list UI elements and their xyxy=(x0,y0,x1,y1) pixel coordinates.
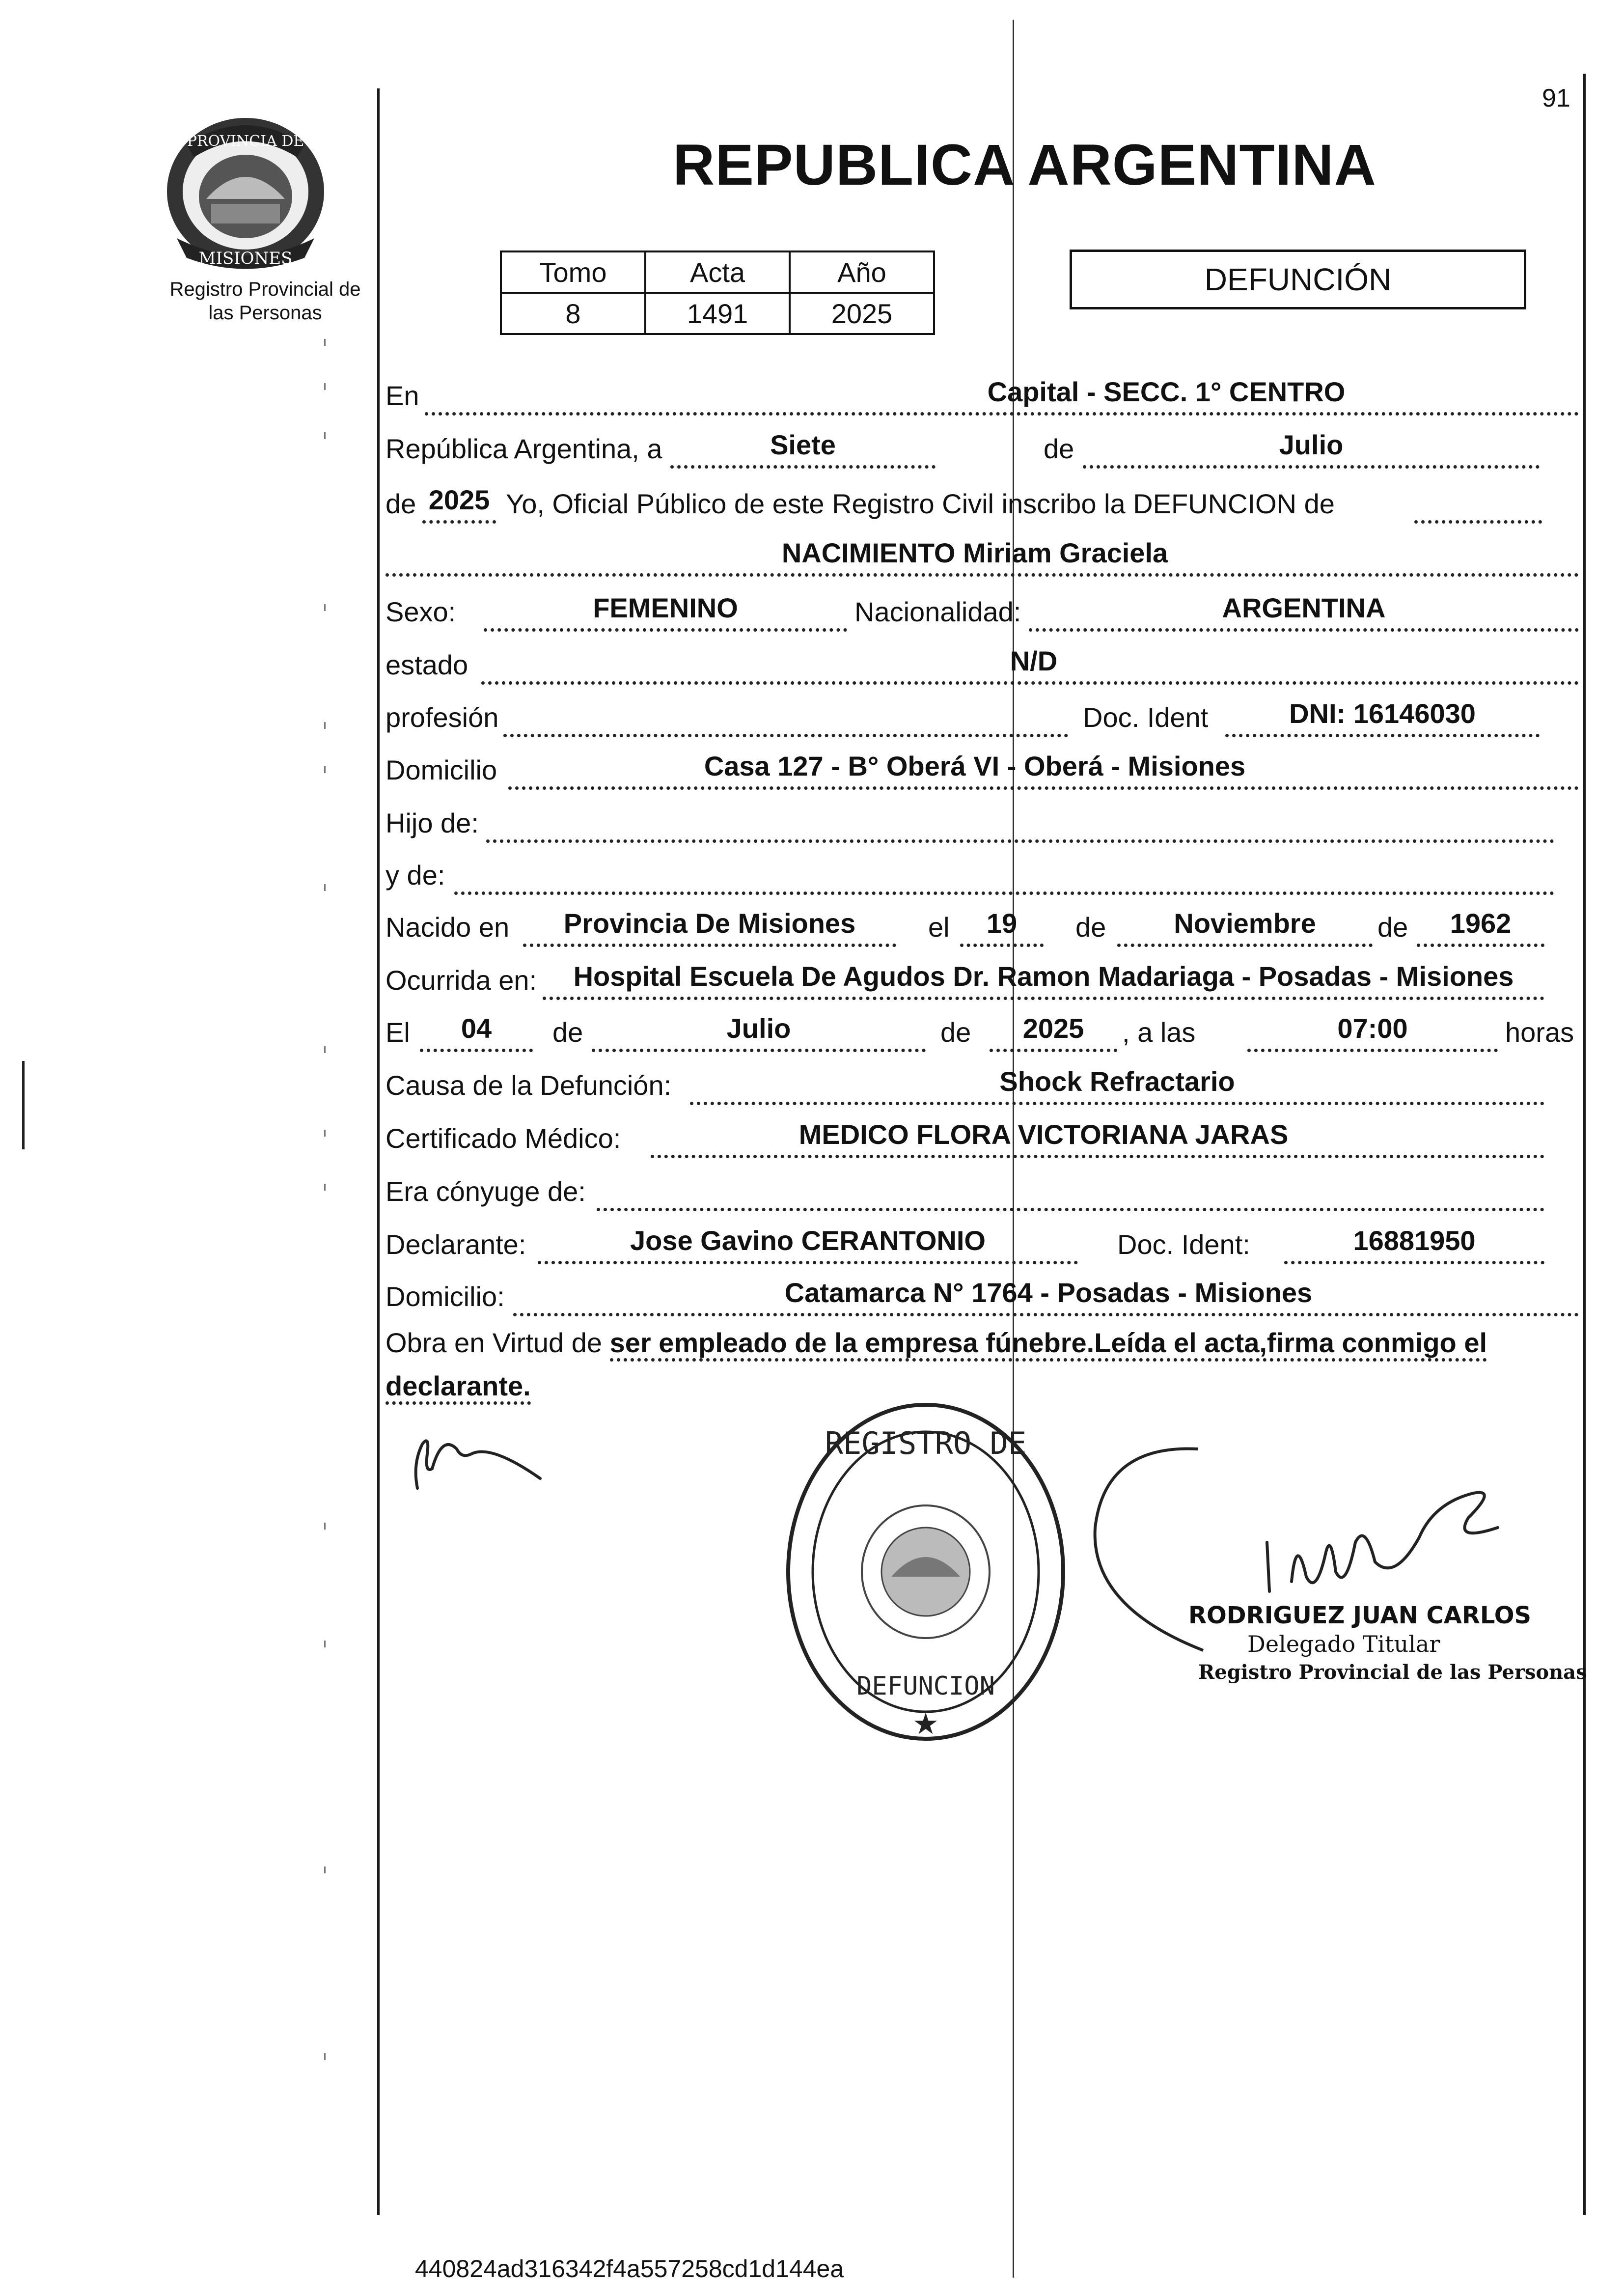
row-sexo xyxy=(385,594,1584,637)
value-def-hora: 07:00 xyxy=(1337,1013,1408,1044)
dotted-line xyxy=(1414,520,1542,524)
value-nombre: NACIMIENTO Miriam Graciela xyxy=(781,537,1168,568)
value-nac-mes: Noviembre xyxy=(1174,908,1316,939)
label-declarante: Declarante: xyxy=(385,1229,526,1260)
label-de: de xyxy=(1044,433,1074,464)
margin-tick xyxy=(324,766,326,773)
document-type-box: DEFUNCIÓN xyxy=(1070,250,1526,309)
dotted-line xyxy=(1083,465,1540,469)
row-hijo-de xyxy=(385,806,1584,848)
label-sexo: Sexo: xyxy=(385,596,456,627)
label-nacido: Nacido en xyxy=(385,912,510,943)
org-line-1: Registro Provincial de xyxy=(169,278,361,300)
dotted-line xyxy=(486,839,1554,843)
margin-tick xyxy=(324,722,326,729)
label-certificado: Certificado Médico: xyxy=(385,1123,621,1154)
dotted-line xyxy=(960,944,1044,947)
label-hijo-de: Hijo de: xyxy=(385,807,479,838)
value-dia: Siete xyxy=(770,429,836,460)
registry-table xyxy=(500,251,935,335)
registry-value-tomo: 8 xyxy=(501,293,645,334)
value-en: Capital - SECC. 1° CENTRO xyxy=(987,376,1346,407)
left-margin-line xyxy=(377,88,380,2215)
margin-tick xyxy=(324,1523,326,1530)
dotted-line xyxy=(651,1155,1544,1158)
registry-header-anio: Año xyxy=(790,251,934,293)
registry-value-acta: 1491 xyxy=(645,293,790,334)
label-ocurrida: Ocurrida en: xyxy=(385,965,537,996)
label-republica: República Argentina, a xyxy=(385,433,662,464)
label-conyuge: Era cónyuge de: xyxy=(385,1176,586,1207)
label-def-de-2: de xyxy=(940,1017,971,1048)
label-nac-de-2: de xyxy=(1377,912,1408,943)
label-anio-de: de xyxy=(385,488,416,519)
dotted-line xyxy=(1225,734,1540,737)
official-stamp-text xyxy=(1188,1601,1587,1687)
dotted-line xyxy=(592,1049,926,1052)
dotted-line xyxy=(385,573,1579,577)
value-domicilio: Casa 127 - B° Oberá VI - Oberá - Misiones xyxy=(704,751,1246,781)
row-fecha-defuncion xyxy=(385,1015,1584,1057)
margin-tick xyxy=(324,1046,326,1053)
dotted-line xyxy=(484,628,847,632)
dotted-line xyxy=(1284,1261,1544,1264)
dotted-line xyxy=(508,786,1579,790)
dotted-line xyxy=(454,891,1554,895)
value-nac-anio: 1962 xyxy=(1450,908,1512,939)
provincial-seal-icon xyxy=(157,111,334,273)
value-nacido: Provincia De Misiones xyxy=(563,908,856,939)
label-causa: Causa de la Defunción: xyxy=(385,1070,672,1101)
official-name: RODRIGUEZ JUAN CARLOS xyxy=(1188,1602,1532,1629)
margin-tick xyxy=(324,1184,326,1191)
row-causa xyxy=(385,1068,1584,1110)
value-def-mes: Julio xyxy=(726,1013,791,1044)
label-el-2: El xyxy=(385,1017,410,1048)
registry-header-acta: Acta xyxy=(645,251,790,293)
dotted-line xyxy=(503,734,1068,737)
label-profesion: profesión xyxy=(385,702,499,733)
dotted-line xyxy=(597,1208,1544,1211)
margin-tick xyxy=(324,2053,326,2060)
row-profesion xyxy=(385,700,1584,742)
value-mes: Julio xyxy=(1279,429,1344,460)
official-org: Registro Provincial de las Personas xyxy=(1198,1661,1587,1684)
page-number: 91 xyxy=(1542,84,1570,112)
value-nac-dia: 19 xyxy=(986,908,1018,939)
dotted-line xyxy=(543,997,1544,1000)
row-domicilio-declarante xyxy=(385,1279,1584,1321)
row-ocurrida xyxy=(385,963,1584,1005)
dotted-line xyxy=(1247,1049,1498,1052)
margin-tick xyxy=(324,884,326,891)
value-sexo: FEMENINO xyxy=(593,592,738,623)
label-doc-ident: Doc. Ident xyxy=(1083,702,1209,733)
dotted-line xyxy=(481,681,1579,685)
label-domicilio: Domicilio xyxy=(385,754,497,785)
dotted-line xyxy=(513,1313,1579,1316)
row-y-de xyxy=(385,858,1584,900)
row-nombre xyxy=(385,539,1584,582)
value-ocurrida: Hospital Escuela De Agudos Dr. Ramon Madariaga - Posadas - Misiones xyxy=(573,961,1514,992)
declarant-signature xyxy=(403,1405,550,1503)
label-estado: estado xyxy=(385,649,468,680)
row-domicilio xyxy=(385,752,1584,795)
dotted-line xyxy=(670,465,936,469)
svg-text:MISIONES: MISIONES xyxy=(198,249,293,268)
margin-tick xyxy=(324,1130,326,1137)
label-decl-doc: Doc. Ident: xyxy=(1117,1229,1250,1260)
row-estado xyxy=(385,647,1584,690)
row-fecha-acta xyxy=(385,431,1584,473)
dotted-line xyxy=(1117,944,1373,947)
label-def-de-1: de xyxy=(552,1017,583,1048)
official-title: Delegado Titular xyxy=(1247,1631,1440,1657)
value-obra: ser empleado de la empresa fúnebre.Leída el acta,firma conmigo el declarante. xyxy=(385,1327,1487,1405)
dotted-line xyxy=(420,1049,533,1052)
value-causa: Shock Refractario xyxy=(999,1066,1235,1097)
delegation-stamp xyxy=(773,1390,1078,1754)
label-y-de: y de: xyxy=(385,860,445,891)
margin-tick xyxy=(324,339,326,346)
dotted-line xyxy=(990,1049,1117,1052)
row-conyuge xyxy=(385,1174,1584,1216)
value-def-anio: 2025 xyxy=(1022,1013,1084,1044)
value-domicilio-2: Catamarca N° 1764 - Posadas - Misiones xyxy=(784,1277,1313,1308)
label-horas: horas xyxy=(1505,1017,1574,1048)
label-nacionalidad: Nacionalidad: xyxy=(854,596,1021,627)
dotted-line xyxy=(422,520,496,524)
svg-text:★: ★ xyxy=(912,1707,939,1740)
registry-header-tomo: Tomo xyxy=(501,251,645,293)
margin-tick xyxy=(324,1641,326,1647)
document-hash: 440824ad316342f4a557258cd1d144ea xyxy=(415,2255,844,2283)
dotted-line xyxy=(1029,628,1579,632)
label-domicilio-2: Domicilio: xyxy=(385,1281,505,1312)
registry-value-anio: 2025 xyxy=(790,293,934,334)
margin-tick xyxy=(324,432,326,439)
value-declarante: Jose Gavino CERANTONIO xyxy=(630,1225,986,1256)
label-en: En xyxy=(385,380,419,411)
row-inscribo xyxy=(385,486,1584,529)
label-obra: Obra en Virtud de xyxy=(385,1327,603,1358)
dotted-line xyxy=(1417,944,1544,947)
row-nacido xyxy=(385,910,1584,952)
row-en xyxy=(385,378,1584,420)
dotted-line xyxy=(538,1261,1078,1264)
svg-text:DEFUNCION: DEFUNCION xyxy=(856,1671,995,1701)
value-nacionalidad: ARGENTINA xyxy=(1222,592,1386,623)
value-decl-doc: 16881950 xyxy=(1353,1225,1476,1256)
value-anio: 2025 xyxy=(428,484,490,515)
value-def-dia: 04 xyxy=(461,1013,492,1044)
value-doc-ident: DNI: 16146030 xyxy=(1289,698,1476,729)
label-nac-de-1: de xyxy=(1075,912,1106,943)
margin-tick xyxy=(324,604,326,611)
org-line-2: las Personas xyxy=(208,302,322,324)
margin-tick xyxy=(324,383,326,390)
label-a-las: , a las xyxy=(1122,1017,1196,1048)
registry-org-name xyxy=(138,278,393,325)
value-estado: N/D xyxy=(1010,645,1058,676)
svg-text:REGISTRO DE: REGISTRO DE xyxy=(825,1425,1027,1461)
label-inscribo: Yo, Oficial Público de este Registro Civil inscribo la DEFUNCION de xyxy=(506,488,1335,519)
page-title: REPUBLICA ARGENTINA xyxy=(673,133,1376,197)
binding-mark xyxy=(22,1061,25,1149)
row-declarante xyxy=(385,1227,1584,1269)
value-certificado: MEDICO FLORA VICTORIANA JARAS xyxy=(798,1119,1289,1150)
svg-text:PROVINCIA DE: PROVINCIA DE xyxy=(187,133,304,150)
dotted-line xyxy=(523,944,896,947)
dotted-line xyxy=(425,412,1579,416)
label-el: el xyxy=(928,912,950,943)
row-certificado xyxy=(385,1121,1584,1163)
margin-tick xyxy=(324,1866,326,1873)
dotted-line xyxy=(690,1102,1544,1105)
